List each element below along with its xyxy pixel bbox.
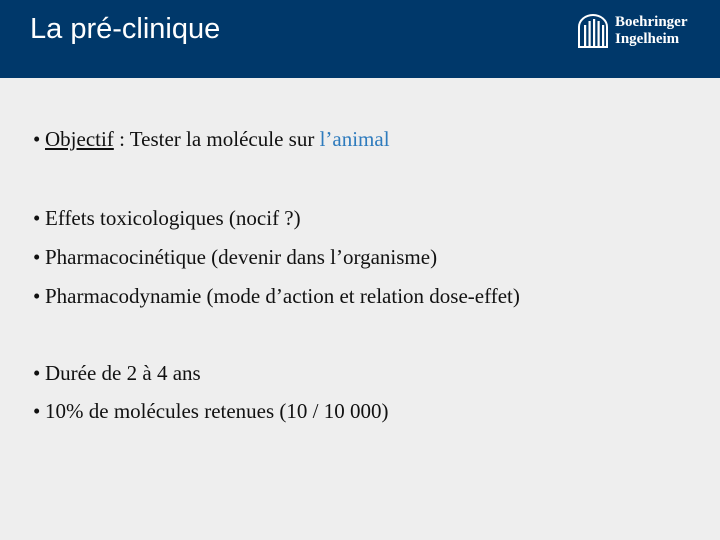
logo-line-1: Boehringer — [615, 14, 688, 30]
test-text: Pharmacocinétique (devenir dans l’organisme) — [45, 245, 438, 269]
test-bullet — [33, 282, 520, 310]
fact-bullet — [33, 397, 389, 425]
slide-header — [0, 0, 720, 78]
company-logo — [576, 13, 706, 49]
fact-text: 10% de molécules retenues (10 / 10 000) — [45, 399, 389, 423]
test-text: Pharmacodynamie (mode d’action et relation dose-effet) — [45, 284, 520, 308]
boehringer-ingelheim-logo-icon — [576, 13, 610, 49]
bullet-marker: • — [33, 399, 41, 423]
objectif-label: Objectif — [45, 127, 114, 151]
objectif-text: : Tester la molécule sur — [113, 127, 320, 151]
bullet-marker: • — [33, 284, 41, 308]
bullet-marker: • — [33, 361, 41, 385]
objectif-highlight: l’animal — [319, 127, 390, 151]
bullet-marker: • — [33, 127, 41, 151]
fact-text: Durée de 2 à 4 ans — [45, 361, 201, 385]
objectif-bullet — [33, 125, 390, 153]
test-bullet — [33, 243, 437, 271]
slide-title: La pré-clinique — [30, 13, 221, 45]
bullet-marker: • — [33, 206, 41, 230]
logo-line-2: Ingelheim — [615, 31, 680, 47]
bullet-marker: • — [33, 245, 41, 269]
test-text: Effets toxicologiques (nocif ?) — [45, 206, 301, 230]
logo-wordmark — [615, 14, 688, 48]
fact-bullet — [33, 359, 201, 387]
test-bullet — [33, 204, 301, 232]
